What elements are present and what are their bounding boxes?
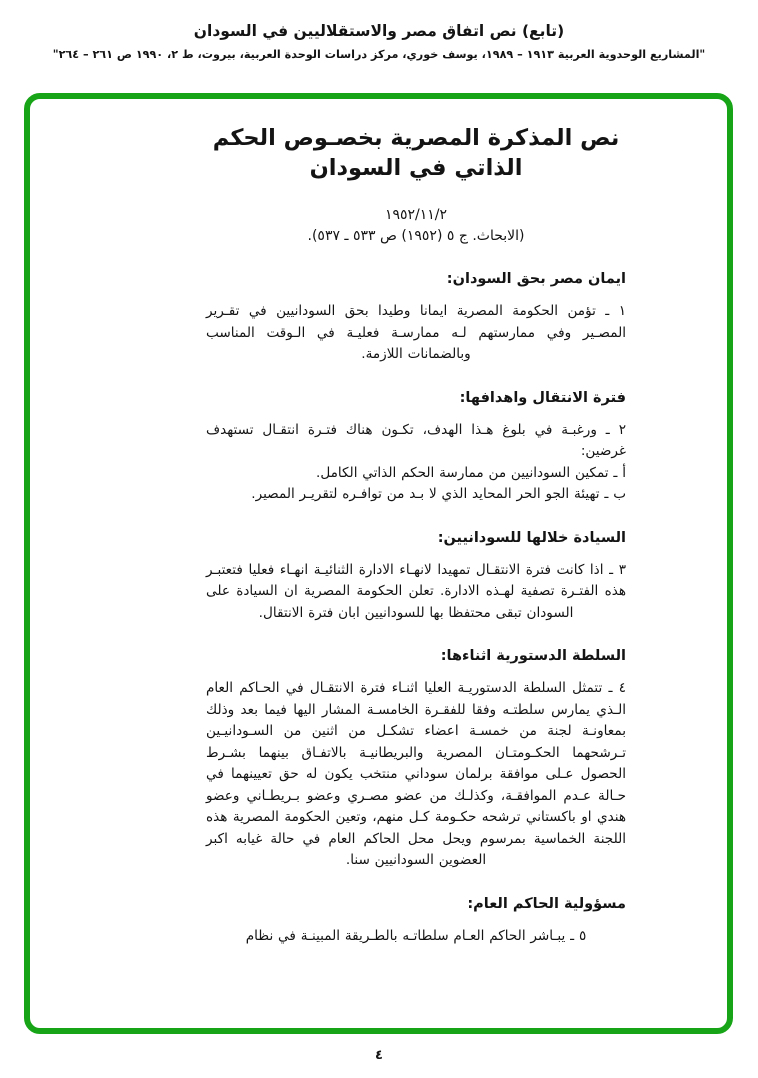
document-citation: (الابحاث. ج ٥ (١٩٥٢) ص ٥٣٣ ـ ٥٣٧).	[307, 228, 525, 244]
section-sovereignty	[206, 530, 626, 625]
section-transition-period	[206, 390, 626, 506]
list-item-b: ب ـ تهيئة الجو الحر المحايد الذي لا بـد من توافـره لتقريـر المصير.	[251, 486, 626, 502]
section-heading: مسؤولية الحاكم العام:	[467, 895, 626, 912]
page-number: ٤	[375, 1048, 383, 1063]
date-block	[206, 205, 626, 247]
section-heading: ايمان مصر بحق السودان:	[446, 271, 626, 287]
section-faith	[206, 271, 626, 366]
page-header	[0, 22, 758, 61]
section-heading: فترة الانتقال واهدافها:	[459, 389, 626, 406]
section-body: ٢ ـ ورغبـة في بلوغ هـذا الهدف، تكـون هناك فتـرة انتقـال تستهدف غرضين:	[206, 421, 626, 459]
document-title-line-1: نص المذكرة المصرية بخصـوص الحكم	[212, 125, 620, 151]
section-body: ٥ ـ يبـاشر الحاكم العـام سلطاتـه بالطـريقة المبينـة في نظام	[245, 927, 587, 944]
section-heading: السيادة خلالها للسودانيين:	[437, 529, 626, 546]
section-body: ٣ ـ اذا كانت فترة الانتقـال تمهيدا لانهـاء الادارة الثنائيـة انهـاء فعليا فتعتبـر هذه الفتـرة تصفية لهـذه الادارة. تعلن الحكومة المصرية ان السيادة على السودان تبقى محتفظا بها للسودانيين ابان فترة الانتقال.	[206, 561, 626, 621]
header-source-citation: "المشاريع الوحدوية العربية ١٩١٣ – ١٩٨٩، يوسف خوري، مركز دراسات الوحدة العربية، بيروت، ط ٢، ١٩٩٠ ص ٢٦١ – ٢٦٤"	[52, 48, 706, 61]
section-heading: السلطة الدستورية اثناءها:	[440, 648, 626, 664]
document-frame	[24, 93, 733, 1034]
document-title-line-2: الذاتي في السودان	[309, 155, 523, 181]
document-date: ١٩٥٢/١١/٢	[384, 207, 448, 223]
document-title	[206, 123, 626, 183]
section-body: ٤ ـ تتمثل السلطة الدستوريـة العليا اثنـاء فترة الانتقـال في الحـاكم العام الـذي يمارس سلطتـه وفقا للفقـرة الخامسـة المشار اليها فيما بعد وذلك بمعاونـة لجنة من خمسـة اعضاء تشكـل من اثنين من السـودانيـين تـرشحهما الحكـومتـان المصرية والبريطانيـة بالاتفـاق بينهما بشـرط الحصول عـلى موافقة برلمان سوداني منتخب يكون له حق تعيينهما في حـالة عـدم الموافقـة، وكذلـك من عضو مصـري وعضو بـريطـاني وعضو هندي او باكستاني ترشحه حكـومة كـل منهم، وتعين الحكومة المصرية هذه اللجنة الخماسية بمرسوم ويحل محل الحاكم العام في حالة غيابه اكبر العضوين السودانيين سنا.	[206, 680, 626, 868]
list-item-a: أ ـ تمكين السودانيين من ممارسة الحكم الذاتي الكامل.	[316, 464, 626, 481]
section-governor-responsibility	[206, 896, 626, 948]
section-body: ١ ـ تؤمن الحكومة المصرية ايمانا وطيدا بحق السودانيين في تقـرير المصـير وفي ممارستهم لـه ممارسـة فعليـة في الـوقت المناسب وبالضمانات اللازمة.	[206, 303, 626, 362]
memo-document	[30, 99, 727, 1028]
header-title: (تابع) نص اتفاق مصر والاستقلاليين في السودان	[193, 22, 565, 40]
section-constitutional-authority	[206, 648, 626, 872]
section-body-group	[206, 420, 626, 506]
